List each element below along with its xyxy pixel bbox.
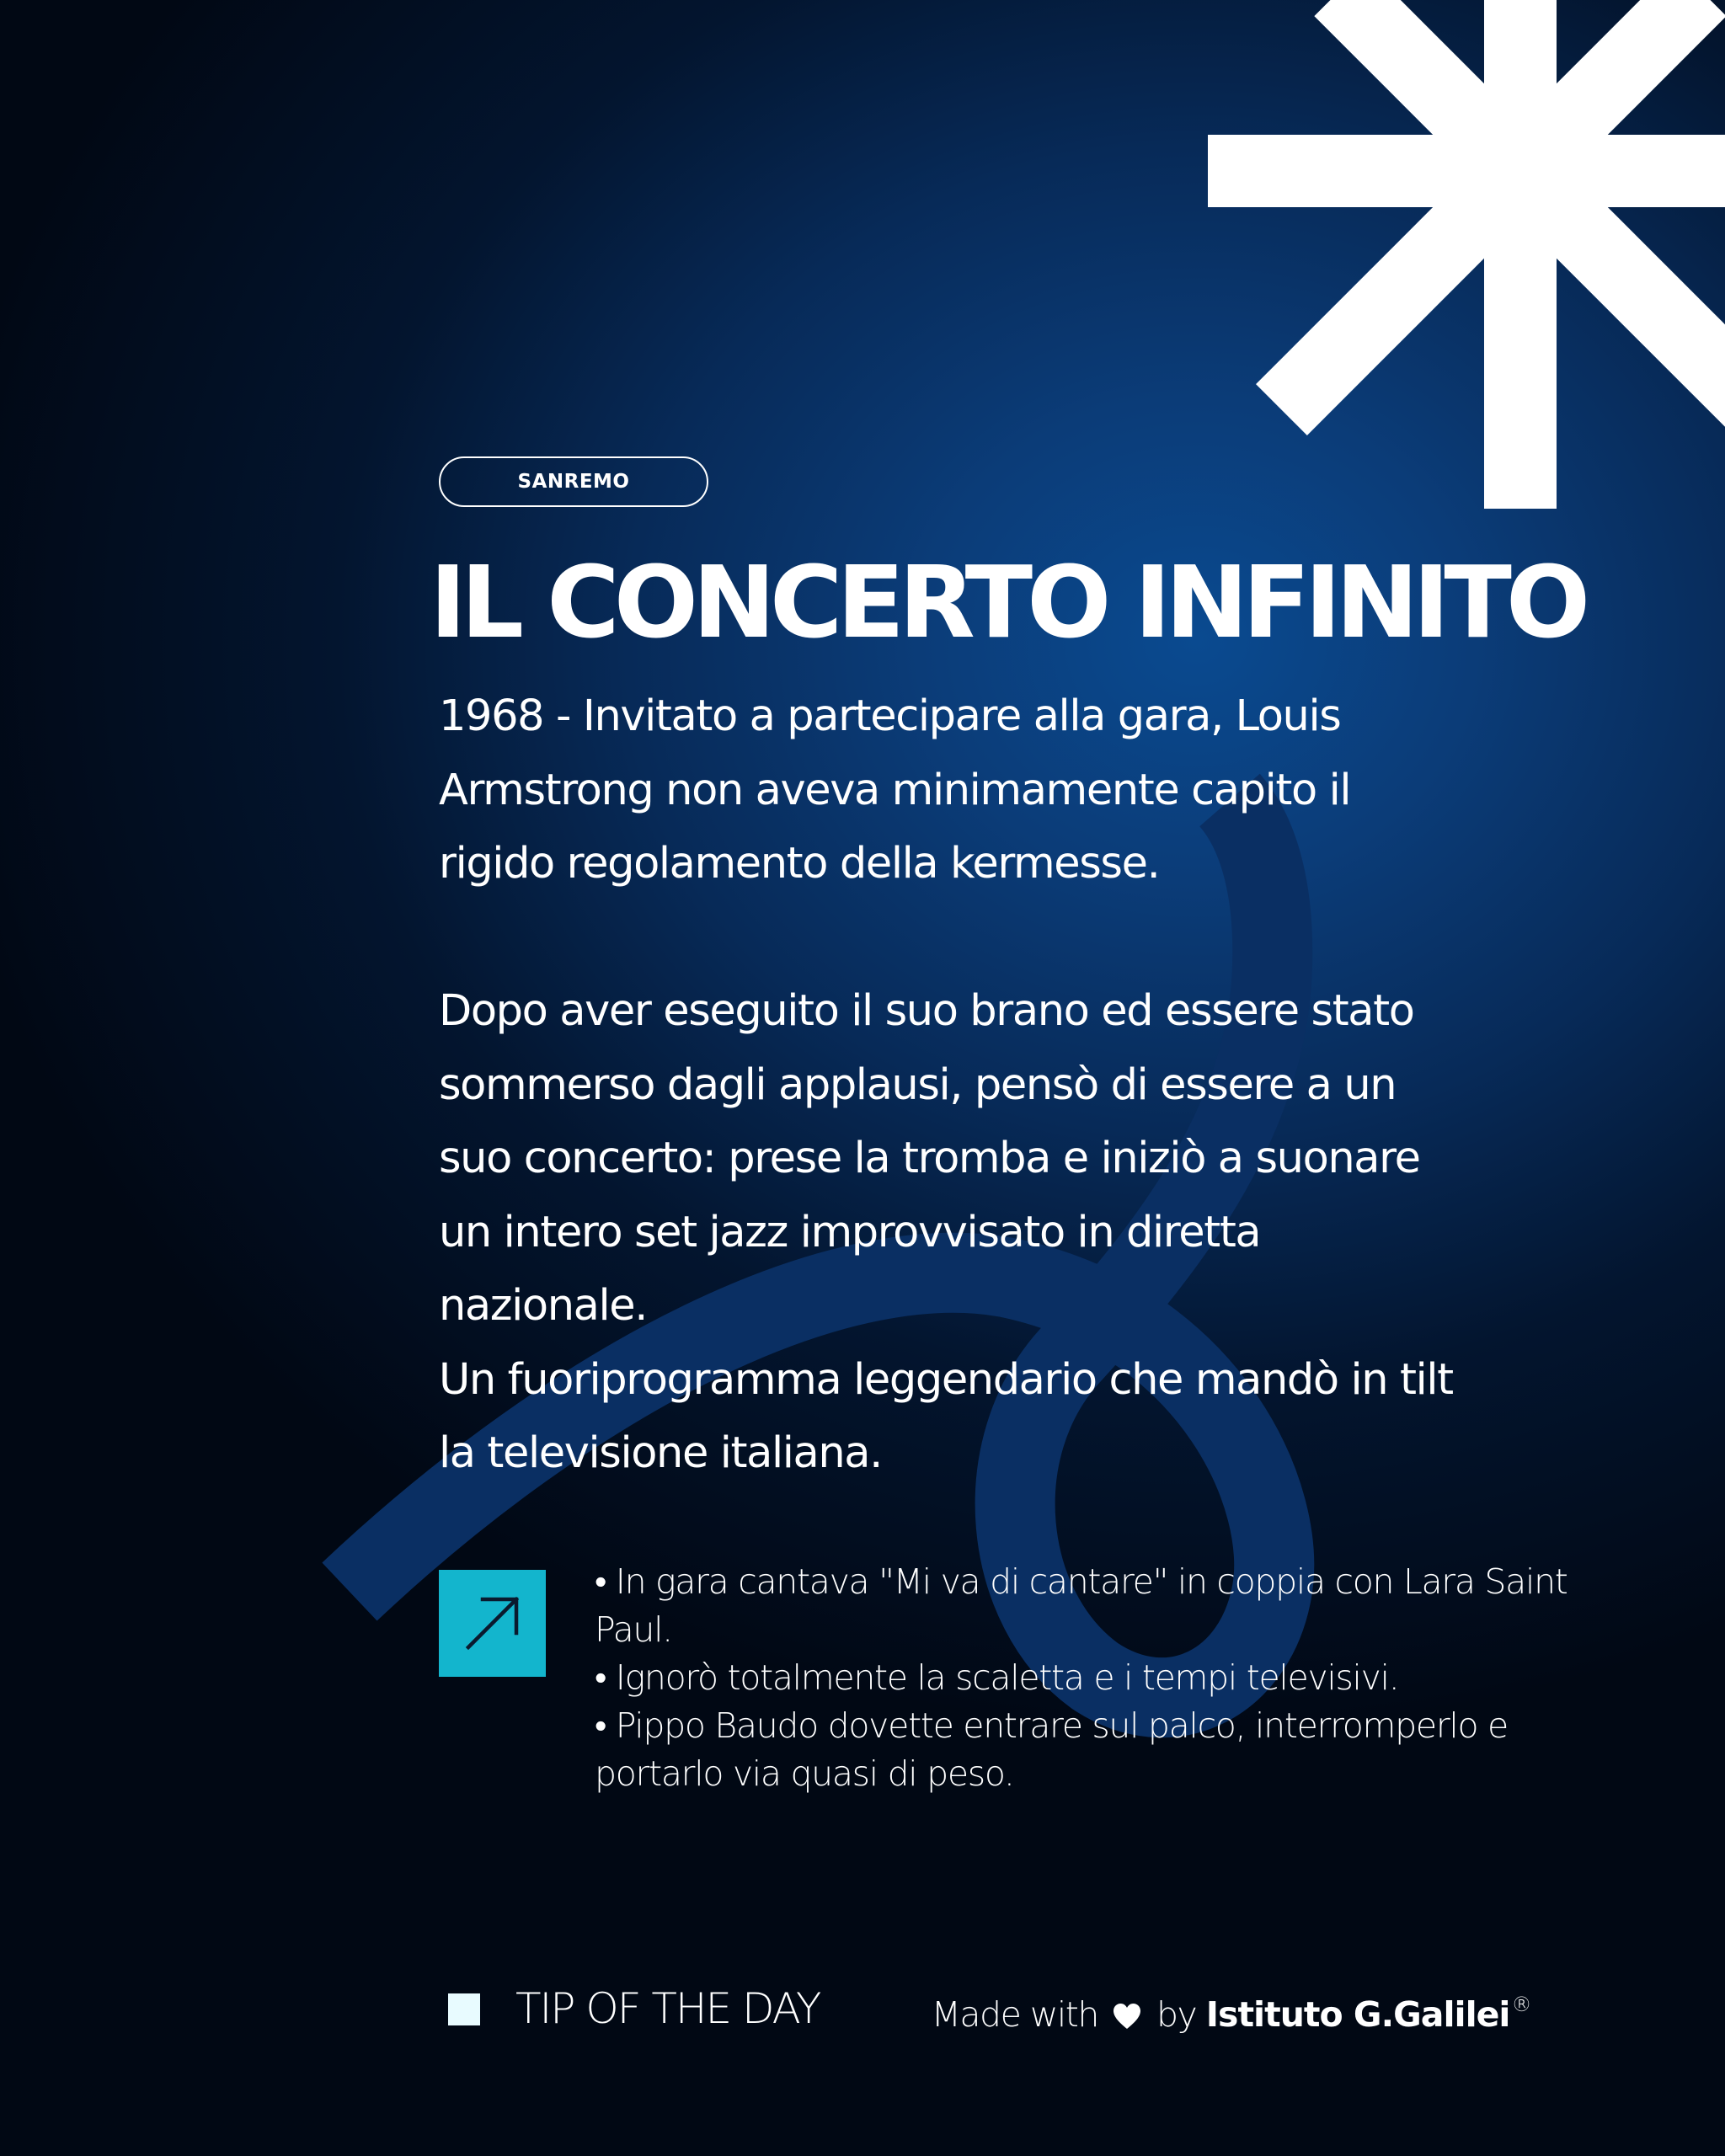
tip-of-the-day-label: TIP OF THE DAY bbox=[515, 1984, 820, 2033]
story-line: sommerso dagli applausi, pensò di essere a un bbox=[439, 1059, 1397, 1110]
asterisk-icon bbox=[1208, 0, 1725, 509]
story-line: nazionale. bbox=[439, 1281, 648, 1331]
facts-list bbox=[595, 1558, 1572, 1798]
story-line: 1968 - Invitato a partecipare alla gara, Louis bbox=[439, 691, 1341, 741]
by-text: by bbox=[1156, 1994, 1197, 2035]
made-with-text: Made with bbox=[931, 1994, 1098, 2035]
fact-item: • In gara cantava "Mi va di cantare" in coppia con Lara Saint Paul. bbox=[595, 1561, 1567, 1650]
story-line: Armstrong non aveva minimamente capito il bbox=[439, 765, 1351, 815]
story-line: Dopo aver eseguito il suo brano ed essere stato bbox=[439, 986, 1414, 1036]
heart-icon bbox=[1113, 2003, 1141, 2030]
category-tag: SANREMO bbox=[439, 456, 708, 507]
story-text bbox=[439, 680, 1559, 1491]
story-line: rigido regolamento della kermesse. bbox=[439, 839, 1160, 889]
arrow-button[interactable] bbox=[439, 1570, 546, 1677]
story-line: la televisione italiana. bbox=[439, 1428, 882, 1478]
organization-name: Istituto G.Galilei bbox=[1205, 1994, 1510, 2035]
page-title: IL CONCERTO INFINITO bbox=[430, 544, 1585, 660]
square-bullet-icon bbox=[448, 1993, 480, 2025]
story-line: suo concerto: prese la tromba e iniziò a suonare bbox=[439, 1134, 1420, 1183]
story-line: Un fuoriprogramma leggendario che mandò in tilt bbox=[439, 1354, 1453, 1405]
story-line: un intero set jazz improvvisato in diretta bbox=[439, 1207, 1261, 1257]
fact-item: • Pippo Baudo dovette entrare sul palco, interromperlo e portarlo via quasi di peso. bbox=[595, 1705, 1508, 1794]
fact-item: • Ignorò totalmente la scaletta e i tempi televisivi. bbox=[595, 1657, 1399, 1698]
arrow-up-right-icon bbox=[439, 1570, 546, 1677]
credit-line bbox=[932, 1979, 1530, 2040]
registered-mark: ® bbox=[1511, 1993, 1530, 2016]
